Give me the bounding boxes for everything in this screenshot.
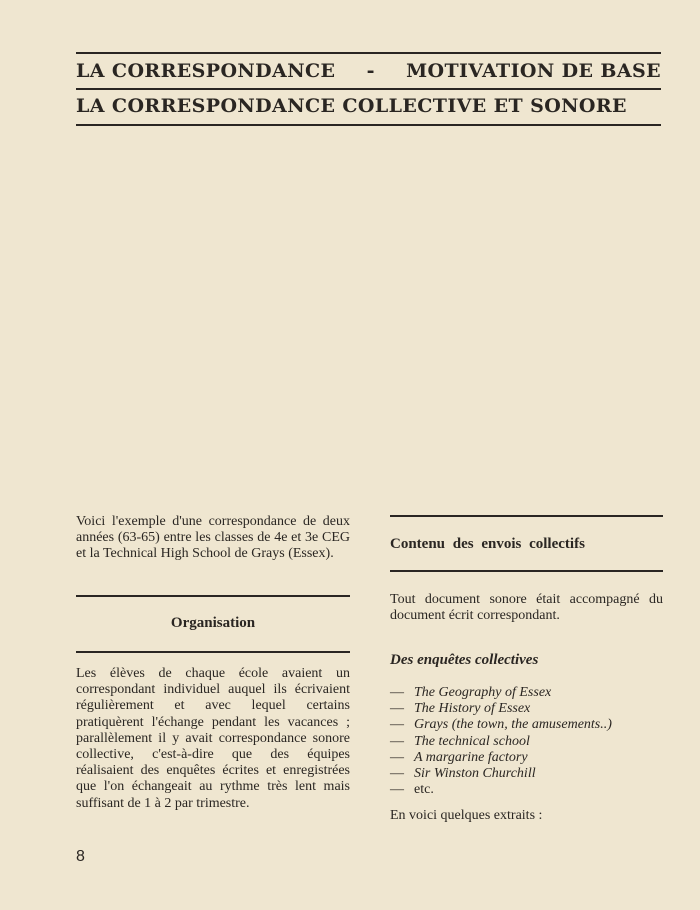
header-rule-middle — [76, 88, 661, 90]
contenu-rule-bottom — [390, 570, 663, 572]
header-rule-bottom — [76, 124, 661, 126]
list-item: — The History of Essex — [390, 701, 531, 717]
contenu-paragraph: Tout document sonore était accompagné du document écrit correspondant. — [390, 592, 663, 624]
extraits-line: En voici quelques extraits : — [390, 808, 543, 823]
list-item: — The technical school — [390, 733, 530, 749]
organisation-heading: Organisation — [170, 615, 256, 631]
header-title-1 — [76, 60, 661, 82]
header-rule-top — [76, 52, 661, 54]
organisation-rule-bottom — [76, 651, 350, 653]
list-item: — Grays (the town, the amusements..) — [390, 717, 612, 733]
header-title-1-right: MOTIVATION DE BASE — [406, 60, 661, 82]
organisation-paragraph: Les élèves de chaque école avaient un correspondant individuel auquel ils écrivaient régulièrement et avec lequel certains pratiquèrent l'échange pendant les vacances ; parallèlement il y avait correspondance sonore collective, c'est-à-dire que des équipes réalisaient des enquêtes écrites et enregistrées que l'on échangeait au rythme très lent mais suffisant de 1 à 2 par trimestre. — [76, 666, 350, 811]
page-number: 8 — [76, 848, 85, 865]
header-title-1-sep: - — [366, 60, 375, 82]
organisation-rule-top — [76, 595, 350, 597]
list-item: — A margarine factory — [390, 749, 528, 765]
intro-paragraph: Voici l'exemple d'une correspondance de deux années (63-65) entre les classes de 4e et 3e CEG et la Technical High School de Grays (Essex). — [76, 514, 350, 562]
list-item: — etc. — [390, 782, 434, 798]
contenu-rule-top — [390, 515, 663, 517]
header-title-2-text: LA CORRESPONDANCE COLLECTIVE ET SONORE — [76, 95, 627, 117]
header-title-2 — [76, 95, 661, 117]
contenu-heading: Contenu des envois collectifs — [390, 536, 585, 552]
enquetes-heading: Des enquêtes collectives — [390, 652, 539, 668]
header-title-1-left: LA CORRESPONDANCE — [76, 60, 336, 82]
list-item: — The Geography of Essex — [390, 685, 552, 700]
list-item: — Sir Winston Churchill — [390, 766, 536, 782]
enquetes-list — [390, 685, 680, 798]
